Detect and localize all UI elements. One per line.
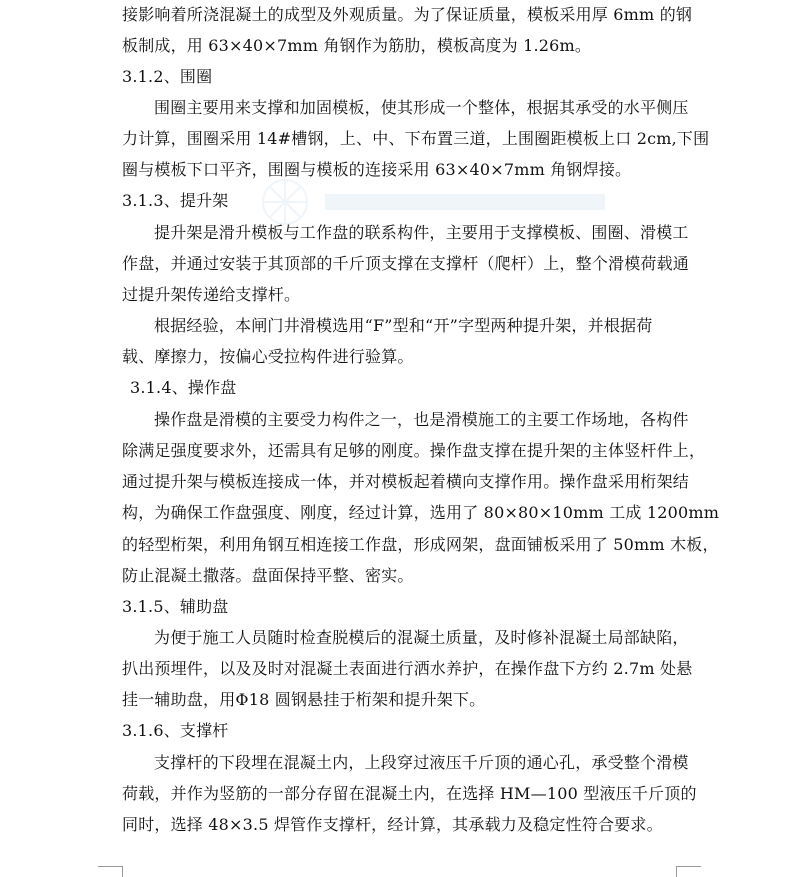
body-text-line: 荷载，并作为竖筋的一部分存留在混凝土内，在选择 HM—100 型液压千斤顶的 xyxy=(122,784,697,803)
body-text-line: 作盘，并通过安装于其顶部的千斤顶支撑在支撑杆（爬杆）上，整个滑模荷载通 xyxy=(122,254,690,273)
section-heading: 3.1.4、操作盘 xyxy=(130,378,237,397)
body-text-line: 构，为确保工作盘强度、刚度，经过计算，选用了 80×80×10mm 工成 1200mm xyxy=(122,503,720,522)
body-text-line: 同时，选择 48×3.5 焊管作支撑杆，经计算，其承载力及稳定性符合要求。 xyxy=(122,815,663,834)
body-text-line: 力计算，围圈采用 14#槽钢，上、中、下布置三道，上围圈距模板上口 2cm,下围 xyxy=(122,129,710,148)
body-text-line: 提升架是滑升模板与工作盘的联系构件，主要用于支撑模板、围圈、滑模工 xyxy=(154,223,689,242)
body-text-line: 通过提升架与模板连接成一体，并对模板起着横向支撑作用。操作盘采用桁架结 xyxy=(122,472,690,491)
body-text-line: 载、摩擦力，按偏心受拉构件进行验算。 xyxy=(122,347,414,366)
page-corner-mark-left xyxy=(98,866,123,877)
body-text-line: 除满足强度要求外，还需具有足够的刚度。操作盘支撑在提升架的主体竖杆件上， xyxy=(122,441,706,460)
page-corner-mark-right xyxy=(676,866,701,877)
body-text-line: 围圈主要用来支撑和加固模板，使其形成一个整体，根据其承受的水平侧压 xyxy=(154,98,689,117)
body-text-line: 的轻型桁架，利用角钢互相连接工作盘，形成网架，盘面铺板采用了 50mm 木板， xyxy=(122,535,719,554)
section-heading: 3.1.3、提升架 xyxy=(122,191,229,210)
body-text-line: 挂一辅助盘，用Φ18 圆钢悬挂于桁架和提升架下。 xyxy=(122,690,486,709)
body-text-line: 接影响着所浇混凝土的成型及外观质量。为了保证质量，模板采用厚 6mm 的钢 xyxy=(122,5,693,24)
body-text-line: 板制成，用 63×40×7mm 角钢作为筋肋，模板高度为 1.26m。 xyxy=(122,36,592,55)
body-text-line: 根据经验，本闸门井滑模选用“F”型和“开”字型两种提升架，并根据荷 xyxy=(154,316,653,335)
body-text-line: 扒出预埋件，以及及时对混凝土表面进行洒水养护，在操作盘下方约 2.7m 处悬 xyxy=(122,659,693,678)
body-text-line: 过提升架传递给支撑杆。 xyxy=(122,285,301,304)
section-heading: 3.1.2、围圈 xyxy=(122,67,213,86)
body-text-line: 操作盘是滑模的主要受力构件之一，也是滑模施工的主要工作场地，各构件 xyxy=(154,410,689,429)
body-text-line: 圈与模板下口平齐，围圈与模板的连接采用 63×40×7mm 角钢焊接。 xyxy=(122,160,632,179)
body-text-line: 防止混凝土撒落。盘面保持平整、密实。 xyxy=(122,566,414,585)
section-heading: 3.1.6、支撑杆 xyxy=(122,721,229,740)
body-text-line: 支撑杆的下段埋在混凝土内，上段穿过液压千斤顶的通心孔，承受整个滑模 xyxy=(154,753,689,772)
body-text-line: 为便于施工人员随时检查脱模后的混凝土质量，及时修补混凝土局部缺陷， xyxy=(154,628,689,647)
section-heading: 3.1.5、辅助盘 xyxy=(122,597,229,616)
